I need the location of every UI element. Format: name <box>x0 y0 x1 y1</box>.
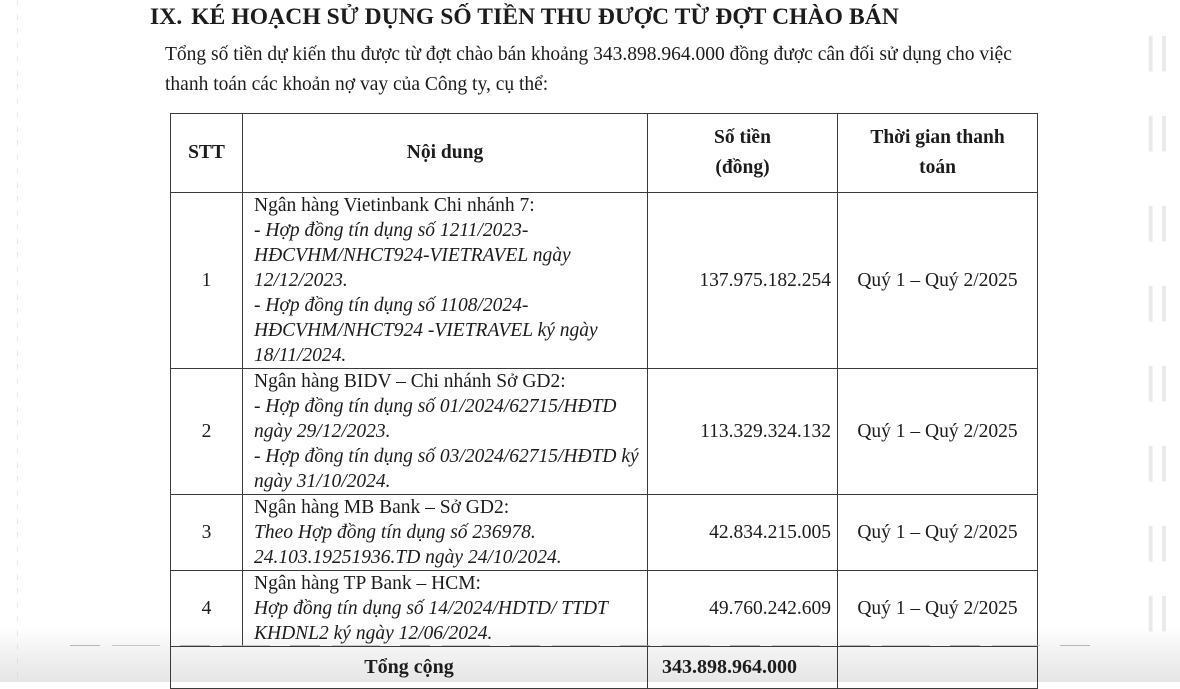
page-margin-line <box>17 0 18 682</box>
bleed-through-mark: ⎮⎮ <box>1142 118 1169 151</box>
bleed-through-mark: ⎮⎮ <box>1142 38 1169 71</box>
contract-line: - Hợp đồng tín dụng số 1108/2024-HĐCVHM/NHCT924 -VIETRAVEL ký ngày 18/11/2024. <box>254 295 598 366</box>
row-stt: 2 <box>171 369 243 495</box>
row-payment-time: Quý 1 – Quý 2/2025 <box>838 193 1038 369</box>
total-label: Tổng cộng <box>171 647 648 689</box>
row-payment-time: Quý 1 – Quý 2/2025 <box>838 495 1038 571</box>
header-amount-line2: (đồng) <box>715 157 770 178</box>
row-stt: 4 <box>171 571 243 647</box>
bank-name: Ngân hàng BIDV – Chi nhánh Sở GD2: <box>254 371 566 392</box>
header-time-line2: toán <box>919 157 956 178</box>
bleed-through-mark: ⎮⎮ <box>1142 288 1169 321</box>
table-header-row <box>171 114 1038 193</box>
contract-line: - Hợp đồng tín dụng số 03/2024/62715/HĐTD ký ngày 31/10/2024. <box>254 446 639 492</box>
table-row <box>171 495 1038 571</box>
row-payment-time: Quý 1 – Quý 2/2025 <box>838 571 1038 647</box>
bank-name: Ngân hàng TP Bank – HCM: <box>254 573 481 594</box>
row-amount: 49.760.242.609 <box>648 571 838 647</box>
header-amount <box>648 114 838 193</box>
row-stt: 1 <box>171 193 243 369</box>
contract-line: - Hợp đồng tín dụng số 1211/2023-HĐCVHM/NHCT924-VIETRAVEL ngày 12/12/2023. <box>254 220 571 291</box>
bleed-through-mark: ⎮⎮ <box>1142 598 1169 631</box>
row-content <box>243 571 648 647</box>
total-amount: 343.898.964.000 <box>648 647 838 689</box>
table-total-row <box>171 647 1038 689</box>
table-row <box>171 193 1038 369</box>
row-amount: 137.975.182.254 <box>648 193 838 369</box>
bank-name: Ngân hàng MB Bank – Sở GD2: <box>254 497 510 518</box>
row-content <box>243 369 648 495</box>
row-content <box>243 193 648 369</box>
bleed-through-mark: ⎮⎮ <box>1142 208 1169 241</box>
header-time-line1: Thời gian thanh <box>870 127 1005 148</box>
section-title: KÉ HOẠCH SỬ DỤNG SỐ TIỀN THU ĐƯỢC TỪ ĐỢT CHÀO BÁN <box>191 4 899 30</box>
page-fold-line <box>70 645 1090 646</box>
total-time <box>838 647 1038 689</box>
row-amount: 42.834.215.005 <box>648 495 838 571</box>
bleed-through-mark: ⎮⎮ <box>1142 528 1169 561</box>
header-time <box>838 114 1038 193</box>
contract-line: Hợp đồng tín dụng số 14/2024/HDTD/ TTDT KHDNL2 ký ngày 12/06/2024. <box>254 598 608 644</box>
contract-line: - Hợp đồng tín dụng số 01/2024/62715/HĐTD ngày 29/12/2023. <box>254 396 617 442</box>
bleed-through-mark: ⎮⎮ <box>1142 448 1169 481</box>
bleed-through-mark: ⎮⎮ <box>1142 368 1169 401</box>
contract-line: Theo Hợp đồng tín dụng số 236978. 24.103.19251936.TD ngày 24/10/2024. <box>254 522 562 568</box>
section-heading <box>150 4 899 31</box>
row-content <box>243 495 648 571</box>
row-payment-time: Quý 1 – Quý 2/2025 <box>838 369 1038 495</box>
bank-name: Ngân hàng Vietinbank Chi nhánh 7: <box>254 195 535 216</box>
fund-usage-table <box>170 113 1038 689</box>
row-stt: 3 <box>171 495 243 571</box>
table-row <box>171 571 1038 647</box>
header-amount-line1: Số tiền <box>714 127 771 148</box>
header-stt: STT <box>171 114 243 193</box>
intro-paragraph: Tổng số tiền dự kiến thu được từ đợt chào bán khoảng 343.898.964.000 đồng được cân đối sử dụng cho việc thanh toán các khoản nợ vay của Công ty, cụ thể: <box>165 44 1012 95</box>
section-number: IX. <box>150 4 183 30</box>
table-row <box>171 369 1038 495</box>
header-content: Nội dung <box>243 114 648 193</box>
row-amount: 113.329.324.132 <box>648 369 838 495</box>
